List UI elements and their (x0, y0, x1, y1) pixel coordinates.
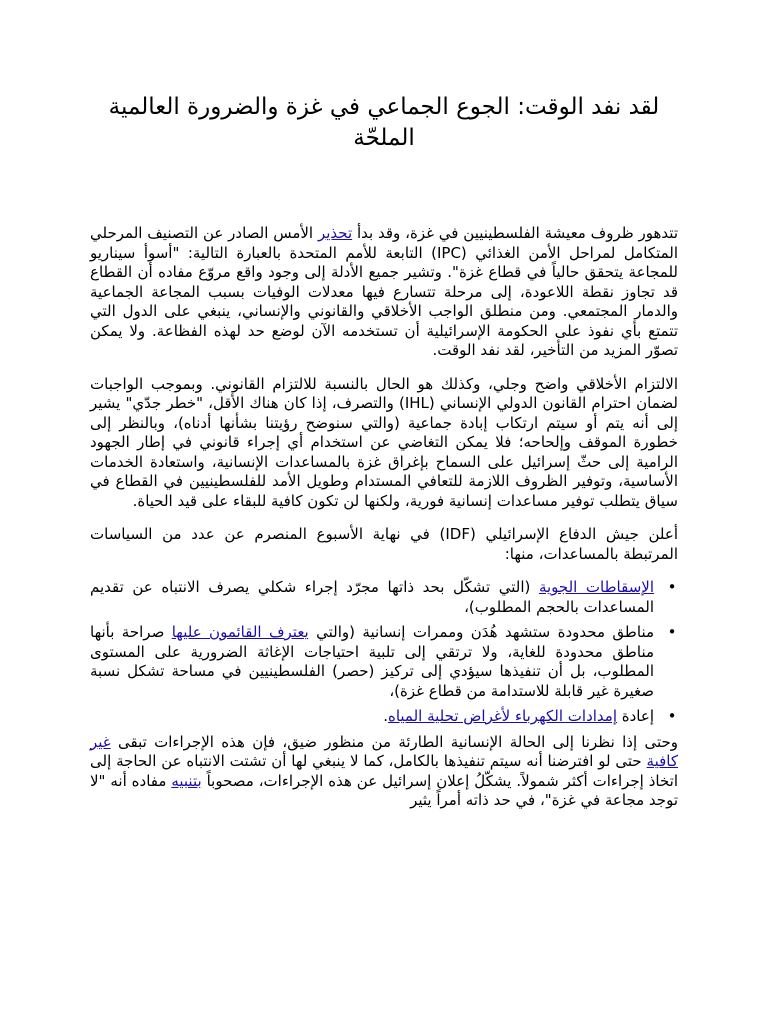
warning-link[interactable]: تحذير (317, 224, 353, 242)
article-body (90, 224, 678, 825)
bullet-icon: • (667, 707, 677, 725)
alert-link[interactable]: بتنبيه (171, 771, 202, 790)
paragraph-intro (90, 224, 678, 361)
paragraph-insufficient (90, 733, 678, 811)
paragraph-idf: أعلن جيش الدفاع الإسرائيلي (IDF) في نهاية الأسبوع المنصرم عن عدد من السياسات المرتبطة بالمساعدات، منها: (90, 525, 678, 563)
insufficient-link[interactable]: غير كافية (90, 732, 678, 770)
list-item-text: مناطق محدودة ستشهد هُدَن وممرات إنسانية (والتي (308, 623, 655, 641)
acknowledged-link[interactable]: يعترف القائمون عليها (171, 623, 309, 641)
list-item-text: صراحة بأنها مناطق محدودة للغاية، ولا ترتقي إلى تلبية احتياجات الإغاثة الضرورية على المستوى المطلوب، بل أن تنفيذها سيؤدي إلى تركيز (حصر) الفلسطينيين في مساحة تشكل نسبة صغيرة غير قابلة للاستدامة من قطاع غزة)، (90, 623, 654, 700)
paragraph-text: تتدهور ظروف معيشة الفلسطينيين في غزة، وقد بدأ (352, 224, 678, 242)
list-item-text: (التي تشكّل بحد ذاتها مجرّد إجراء شكلي يصرف الانتباه عن تقديم المساعدات بالحجم المطلوب)، (90, 578, 654, 616)
list-item (90, 623, 677, 701)
bullet-icon: • (667, 578, 677, 596)
measures-list (90, 578, 678, 727)
paragraph-obligation: الالتزام الأخلاقي واضح وجلي، وكذلك هو الحال بالنسبة للالتزام القانوني. وبموجب الواجبات لضمان احترام القانون الدولي الإنساني (IHL) والتصرف، إذا كان هناك الأقل، "خطر جدّي" يشير إلى أنه يتم أو سيتم ارتكاب إبادة جماعية (والتي سنوضح رؤيتنا بشأنها أدناه)، وبالنظر إلى خطورة الموقف وإلحاحه؛ فلا يمكن التغاضي عن استخدام أي إجراء قانوني في إطار الجهود الرامية إلى حثّ إسرائيل على السماح بإغراق غزة بالمساعدات الإنسانية، واستعادة الخدمات الأساسية، وتوفير الظروف اللازمة للتعافي المستدام وطويل الأمد للفلسطينيين في القطاع في سياق يتطلب توفير مساعدات إنسانية فورية، ولكنها لن تكون كافية للبقاء على قيد الحياة. (90, 374, 678, 510)
paragraph-text: مفاده أنه "لا توجد مجاعة في غزة"، في حد ذاته أمراً يثير (90, 771, 678, 809)
paragraph-text: وحتى إذا نظرنا إلى الحالة الإنسانية الطارئة من منظور ضيق، فإن هذه الإجراءات تبقى (110, 732, 678, 751)
electricity-link[interactable]: إمدادات الكهرباء لأغراض تحلية المياه (387, 707, 617, 725)
list-item (90, 578, 677, 617)
list-item-text: . (383, 707, 388, 725)
paragraph-text: الأمس الصادر عن التصنيف المرحلي المتكامل لمراحل الأمن الغذائي (IPC) التابعة للأمم المتحدة بالعبارة التالية: "أسوأ سيناريو للمجاعة يتحقق حالياً في قطاع غزة". وتشير جميع الأدلة إلى وجود واقع مروّع مفاده أن القطاع قد تجاوز نقطة اللاعودة، إلى مرحلة تتسارع فيها معدلات الوفيات بسبب المجاعة الجماعية والدمار المجتمعي. ومن منطلق الواجب الأخلاقي والقانوني والإنساني، ينبغي على الدول التي تتمتع بأي نفوذ على الحكومة الإسرائيلية أن تستخدمه الآن لوضع حد لهذه الفظاعة. ولا يمكن تصوّر المزيد من التأخير، لقد نفد الوقت. (90, 224, 679, 359)
page-title: لقد نفد الوقت: الجوع الجماعي في غزة والضرورة العالمية الملحّة (108, 94, 660, 151)
airdrops-link[interactable]: الإسقاطات الجوية (538, 578, 654, 596)
list-item-text: إعادة (617, 707, 654, 725)
paragraph-text: حتى لو افترضنا أنه سيتم تنفيذها بالكامل، كما لا ينبغي لها أن تشتت الانتباه عن الحاجة إلى اتخاذ إجراءات أكثر شمولاً. يشكّلُ إعلان إسرائيل عن هذه الإجراءات، مصحوباً (90, 752, 679, 790)
list-item (90, 707, 677, 727)
bullet-icon: • (667, 623, 677, 641)
